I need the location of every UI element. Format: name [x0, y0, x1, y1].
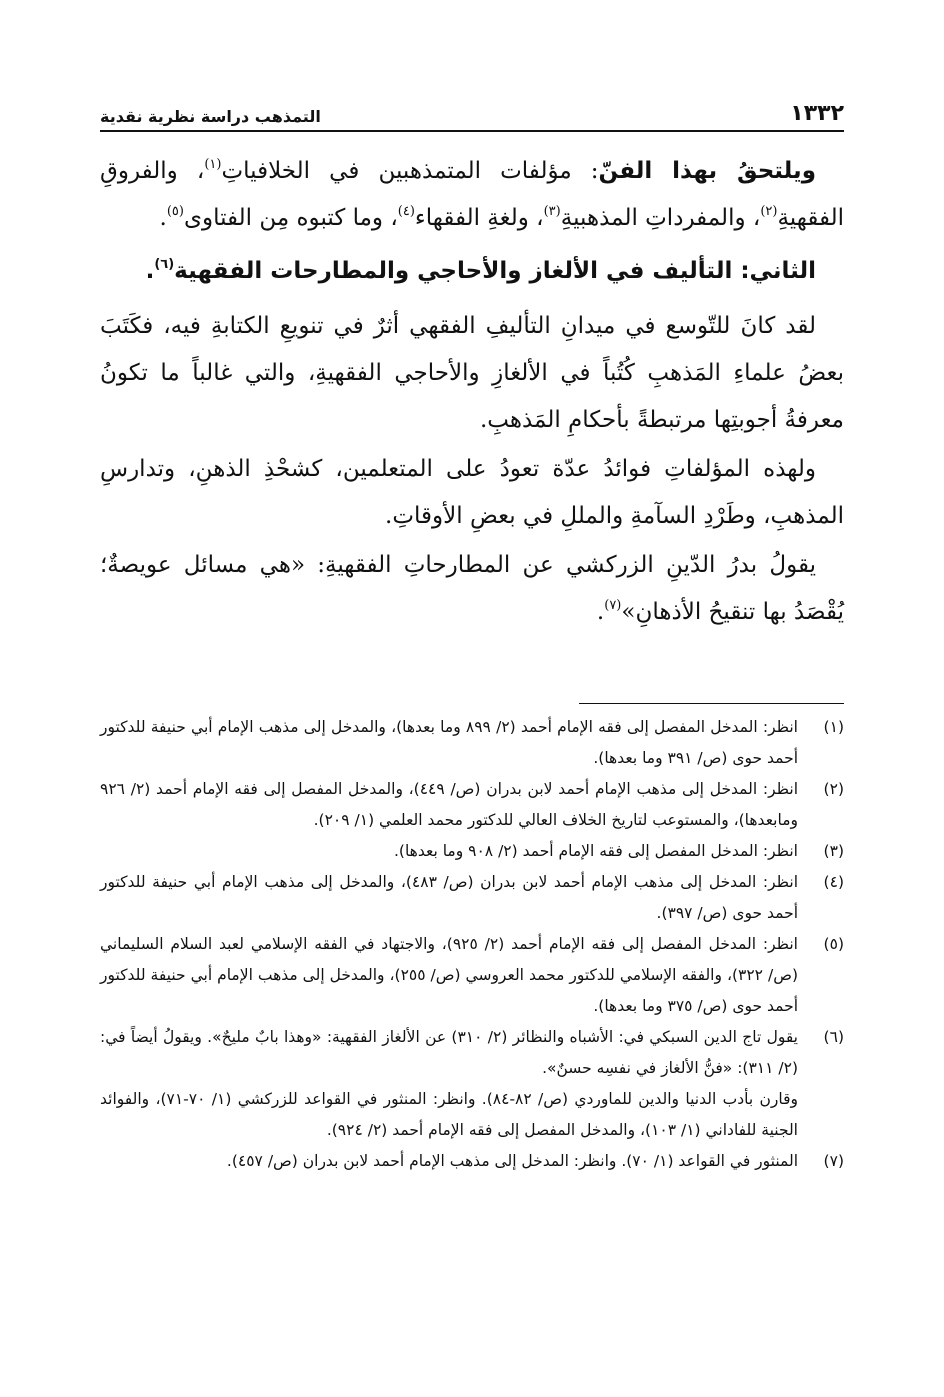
footnote-number-blank	[798, 1084, 844, 1146]
footnote	[100, 867, 844, 929]
footnote	[100, 1146, 844, 1177]
section-heading-text: الثاني: التأليف في الألغاز والأحاجي والمطارحات الفقهية	[174, 258, 816, 284]
footnote	[100, 929, 844, 1022]
paragraph-text: : مؤلفات المتمذهبين في الخلافياتِ	[221, 158, 599, 184]
page-header	[100, 92, 844, 132]
footnote-continuation	[100, 1084, 844, 1146]
footnote-number: (١)	[823, 718, 844, 736]
footnote-ref[interactable]: (٧)	[604, 598, 622, 613]
footnote	[100, 774, 844, 836]
paragraph-1	[100, 148, 844, 242]
footnote	[100, 1022, 844, 1084]
footnote-separator	[579, 703, 844, 704]
section-heading-end: .	[145, 258, 155, 284]
paragraph-text: ، والفروقِ الفقهيةِ	[100, 158, 844, 231]
footnote	[100, 712, 844, 774]
paragraph-text: .	[159, 205, 167, 231]
footnote	[100, 836, 844, 867]
paragraph-text: ، والمفرداتِ المذهبيةِ	[560, 205, 761, 231]
footnote-text: انظر: المدخل المفصل إلى فقه الإمام أحمد (٢/ ٩٠٨ وما بعدها).	[393, 842, 798, 860]
footnote-text: انظر: المدخل إلى مذهب الإمام أحمد لابن بدران (ص/ ٤٤٩)، والمدخل المفصل إلى فقه الإمام أحمد (٢/ ٩٢٦ ومابعدها)، والمستوعب لتاريخ الخلاف العالي للدكتور محمد العلمي (١/ ٢٠٩).	[100, 780, 798, 829]
paragraph-4	[100, 542, 844, 636]
footnote-ref[interactable]: (٦)	[154, 257, 175, 272]
paragraph-text: يقولُ بدرُ الدّينِ الزركشي عن المطارحاتِ الفقهيةِ: «هي مسائل عويصةٌ؛ يُقْصَدُ بها تنقيحُ الأذهانِ»	[100, 552, 844, 625]
paragraph-end: .	[596, 599, 605, 625]
footnote-ref[interactable]: (٥)	[166, 204, 184, 219]
page-number: ١٣٣٢	[790, 101, 844, 126]
paragraph-3: ولهذه المؤلفاتِ فوائدُ عدّة تعودُ على المتعلمين، كشحْذِ الذهنِ، وتدارسِ المذهبِ، وطَرْدِ السآمةِ والمللِ في بعضِ الأوقاتِ.	[100, 456, 844, 529]
footnote-text: المنثور في القواعد (١/ ٧٠). وانظر: المدخل إلى مذهب الإمام أحمد لابن بدران (ص/ ٤٥٧).	[226, 1152, 798, 1170]
section-heading	[100, 248, 844, 295]
footnote-text: يقول تاج الدين السبكي في: الأشباه والنظائر (٢/ ٣١٠) عن الألغاز الفقهية: «وهذا بابٌ مليحٌ». ويقولُ أيضاً في: (٢/ ٣١١): «فنُّ الألغاز في نفسِه حسنٌ».	[100, 1028, 798, 1077]
footnote-text: انظر: المدخل إلى مذهب الإمام أحمد لابن بدران (ص/ ٤٨٣)، والمدخل إلى مذهب الإمام أبي حنيفة للدكتور أحمد حوى (ص/ ٣٩٧).	[100, 873, 798, 922]
paragraph-lead: ويلتحقُ بهذا الفنّ	[598, 158, 816, 184]
footnote-ref[interactable]: (١)	[204, 157, 222, 172]
footnote-number: (٣)	[823, 842, 844, 860]
footnote-ref[interactable]: (٢)	[760, 204, 778, 219]
paragraph-2: لقد كانَ للتّوسع في ميدانِ التأليفِ الفقهي أثرٌ في تنويعِ الكتابةِ فيه، فكَتَبَ بعضُ علماءِ المَذهبِ كُتُباً في الألغازِ والأحاجي الفقهيةِ، والتي غالباً ما تكونُ معرفةُ أجوبتِها مرتبطةً بأحكامِ المَذهبِ.	[100, 313, 844, 433]
footnote-number: (٢)	[823, 780, 844, 798]
footnote-number: (٧)	[823, 1152, 844, 1170]
footnote-text: انظر: المدخل المفصل إلى فقه الإمام أحمد (٢/ ٨٩٩ وما بعدها)، والمدخل إلى مذهب الإمام أبي حنيفة للدكتور أحمد حوى (ص/ ٣٩١ وما بعدها).	[100, 718, 798, 767]
footnote-ref[interactable]: (٣)	[543, 204, 561, 219]
footnote-number: (٦)	[823, 1028, 844, 1046]
footnote-ref[interactable]: (٤)	[397, 204, 415, 219]
footnote-text: وقارن بأدب الدنيا والدين للماوردي (ص/ ٨٢-٨٤). وانظر: المنثور في القواعد للزركشي (١/ ٧٠-٧١)، والفوائد الجنية للفاداني (١/ ١٠٣)، والمدخل المفصل إلى فقه الإمام أحمد (٢/ ٩٢٤).	[100, 1090, 798, 1139]
main-text	[100, 148, 844, 638]
paragraph-text: ، وما كتبوه مِن الفتاوى	[183, 205, 398, 231]
footnote-number: (٥)	[823, 935, 844, 953]
running-title: التمذهب دراسة نظرية نقدية	[100, 107, 321, 126]
footnote-number: (٤)	[823, 873, 844, 891]
footnote-text: انظر: المدخل المفصل إلى فقه الإمام أحمد (٢/ ٩٢٥)، والاجتهاد في الفقه الإسلامي لعبد السلام السليماني (ص/ ٣٢٢)، والفقه الإسلامي للدكتور محمد العروسي (ص/ ٢٥٥)، والمدخل إلى مذهب الإمام أبي حنيفة للدكتور أحمد حوى (ص/ ٣٧٥ وما بعدها).	[100, 935, 798, 1015]
paragraph-text: ، ولغةِ الفقهاء	[414, 205, 544, 231]
footnotes	[100, 712, 844, 1177]
